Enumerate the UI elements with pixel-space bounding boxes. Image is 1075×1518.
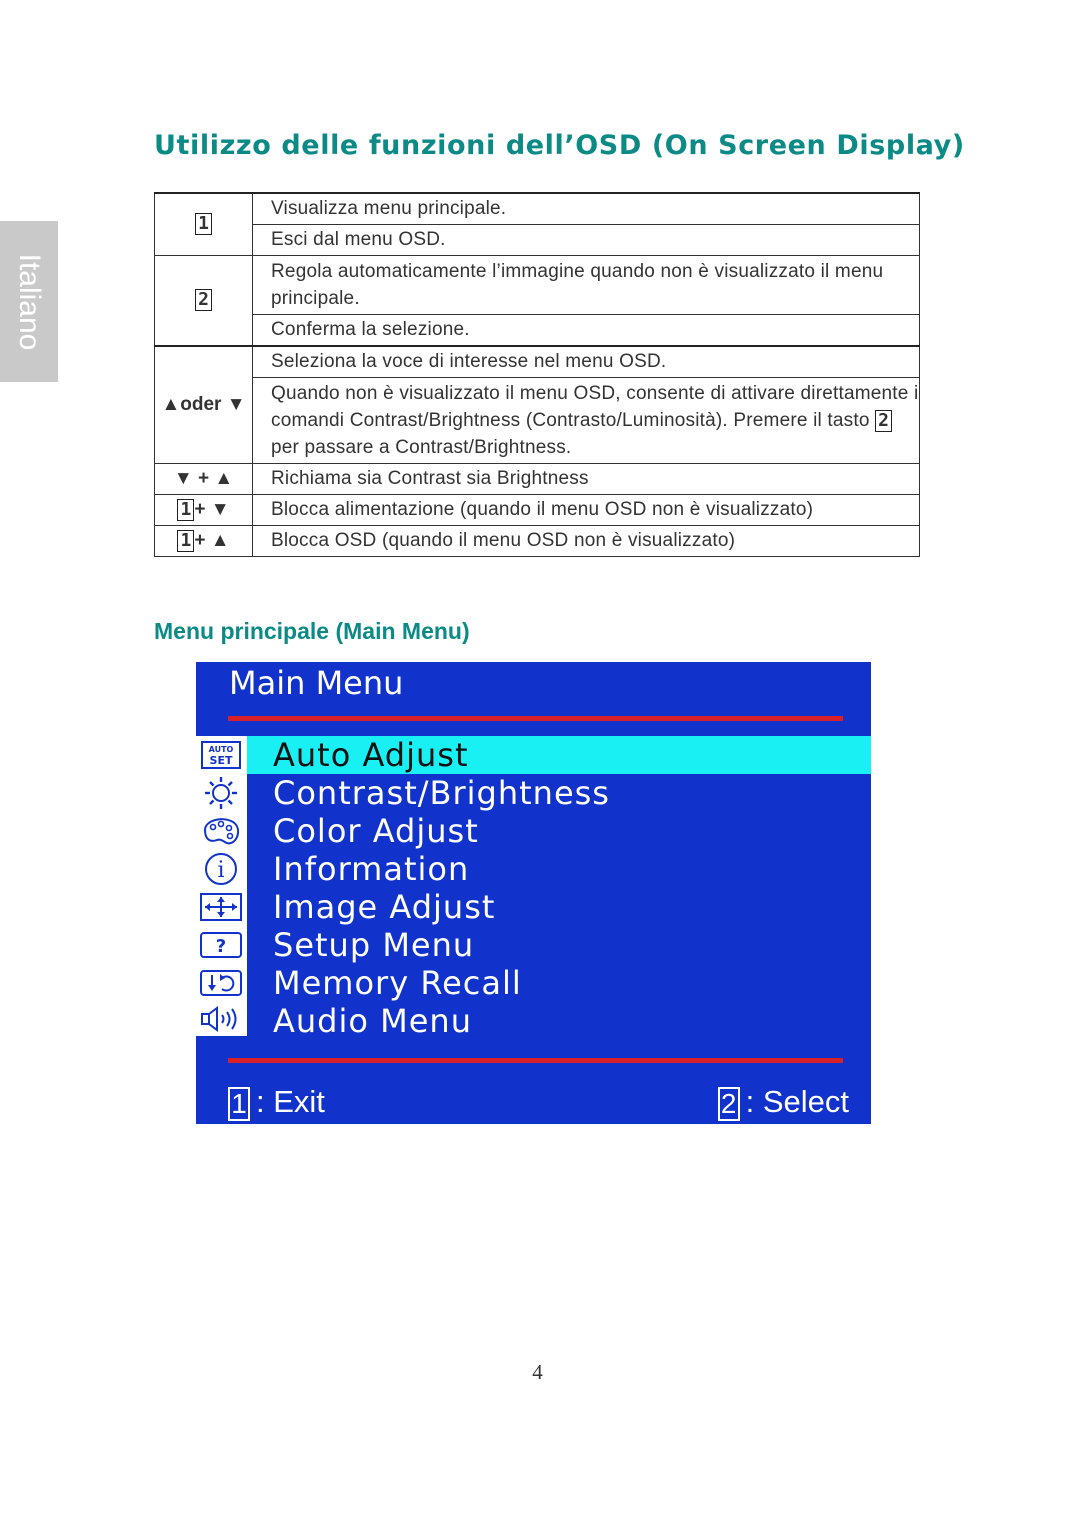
osd-divider-bottom bbox=[228, 1058, 843, 1063]
footer-key-1: 1 bbox=[228, 1087, 250, 1121]
question-icon bbox=[200, 928, 242, 962]
table-row bbox=[155, 315, 920, 347]
question-icon-glyph: ? bbox=[215, 936, 227, 957]
table-row bbox=[155, 346, 920, 378]
key-2-desc-2: Conferma la selezione. bbox=[253, 315, 920, 347]
recall-icon bbox=[200, 966, 242, 1000]
table-row bbox=[155, 378, 920, 464]
table-row bbox=[155, 225, 920, 256]
sun-icon bbox=[200, 776, 242, 810]
combo-1-down-box: 1 bbox=[177, 499, 194, 521]
osd-item-memory-recall[interactable]: Memory Recall bbox=[273, 964, 522, 1002]
autoset-icon-line1: AUTO bbox=[208, 745, 234, 754]
key-1-desc-1: Visualizza menu principale. bbox=[253, 193, 920, 225]
language-label: Italiano bbox=[13, 253, 46, 350]
palette-icon bbox=[200, 814, 242, 848]
combo-down-up-key: ▼ + ▲ bbox=[155, 464, 253, 495]
page-title: Utilizzo delle funzioni dell’OSD (On Screen Display) bbox=[154, 130, 965, 161]
autoset-icon-line2: SET bbox=[209, 754, 233, 767]
arrows-desc-2 bbox=[253, 378, 920, 464]
footer-key-2: 2 bbox=[718, 1087, 740, 1121]
speaker-icon bbox=[200, 1002, 242, 1036]
footer-exit-label: : Exit bbox=[256, 1084, 325, 1119]
combo-1-up-box: 1 bbox=[177, 530, 194, 552]
combo-down-up-desc: Richiama sia Contrast sia Brightness bbox=[253, 464, 920, 495]
osd-item-setup-menu[interactable]: Setup Menu bbox=[273, 926, 475, 964]
table-row bbox=[155, 495, 920, 526]
osd-item-image-adjust[interactable]: Image Adjust bbox=[273, 888, 496, 926]
section-subtitle: Menu principale (Main Menu) bbox=[154, 618, 470, 644]
arrows-desc-1: Seleziona la voce di interesse nel menu OSD. bbox=[253, 346, 920, 378]
key-1-box: 1 bbox=[195, 213, 212, 235]
osd-item-audio-menu[interactable]: Audio Menu bbox=[273, 1002, 472, 1040]
arrows-icon bbox=[200, 890, 242, 924]
footer-select-label: : Select bbox=[745, 1084, 849, 1119]
key-1-desc-2: Esci dal menu OSD. bbox=[253, 225, 920, 256]
table-row bbox=[155, 526, 920, 557]
combo-1-down-desc: Blocca alimentazione (quando il menu OSD non è visualizzato) bbox=[253, 495, 920, 526]
osd-item-auto-adjust[interactable]: Auto Adjust bbox=[247, 736, 871, 774]
osd-keys-table bbox=[154, 192, 920, 557]
page-number: 4 bbox=[532, 1360, 543, 1384]
info-icon-glyph: i bbox=[217, 858, 225, 883]
osd-item-information[interactable]: Information bbox=[273, 850, 470, 888]
table-row bbox=[155, 464, 920, 495]
key-2-cell bbox=[155, 256, 253, 347]
osd-item-color-adjust[interactable]: Color Adjust bbox=[273, 812, 479, 850]
table-row bbox=[155, 193, 920, 225]
osd-main-menu-screenshot bbox=[196, 662, 871, 1124]
osd-footer-select bbox=[718, 1082, 849, 1122]
combo-1-up-rest: + ▲ bbox=[194, 530, 230, 551]
table-row bbox=[155, 256, 920, 315]
osd-menu-title: Main Menu bbox=[229, 664, 404, 702]
osd-divider-top bbox=[228, 716, 843, 721]
key-2-box: 2 bbox=[195, 289, 212, 311]
inline-key-2-box: 2 bbox=[875, 410, 892, 432]
language-side-tab bbox=[0, 221, 58, 382]
info-icon bbox=[200, 852, 242, 886]
combo-1-down-key bbox=[155, 495, 253, 526]
key-1-cell bbox=[155, 193, 253, 256]
osd-footer-exit bbox=[228, 1082, 325, 1122]
combo-1-up-desc: Blocca OSD (quando il menu OSD non è visualizzato) bbox=[253, 526, 920, 557]
osd-item-contrast-brightness[interactable]: Contrast/Brightness bbox=[273, 774, 610, 812]
osd-icon-column bbox=[196, 736, 247, 1036]
combo-1-down-rest: + ▼ bbox=[194, 499, 230, 520]
autoset-icon bbox=[200, 738, 242, 772]
key-2-desc-1: Regola automaticamente l’immagine quando non è visualizzato il menu principale. bbox=[253, 256, 920, 315]
arrows-key-cell: ▲oder ▼ bbox=[155, 346, 253, 464]
arrows-desc-2-text-a: Quando non è visualizzato il menu OSD, consente di attivare direttamente i comandi Contrast/Brightness (Contrasto/Luminosità). Premere il tasto bbox=[271, 383, 919, 431]
combo-1-up-key bbox=[155, 526, 253, 557]
arrows-desc-2-text-b: per passare a Contrast/Brightness. bbox=[271, 437, 572, 458]
